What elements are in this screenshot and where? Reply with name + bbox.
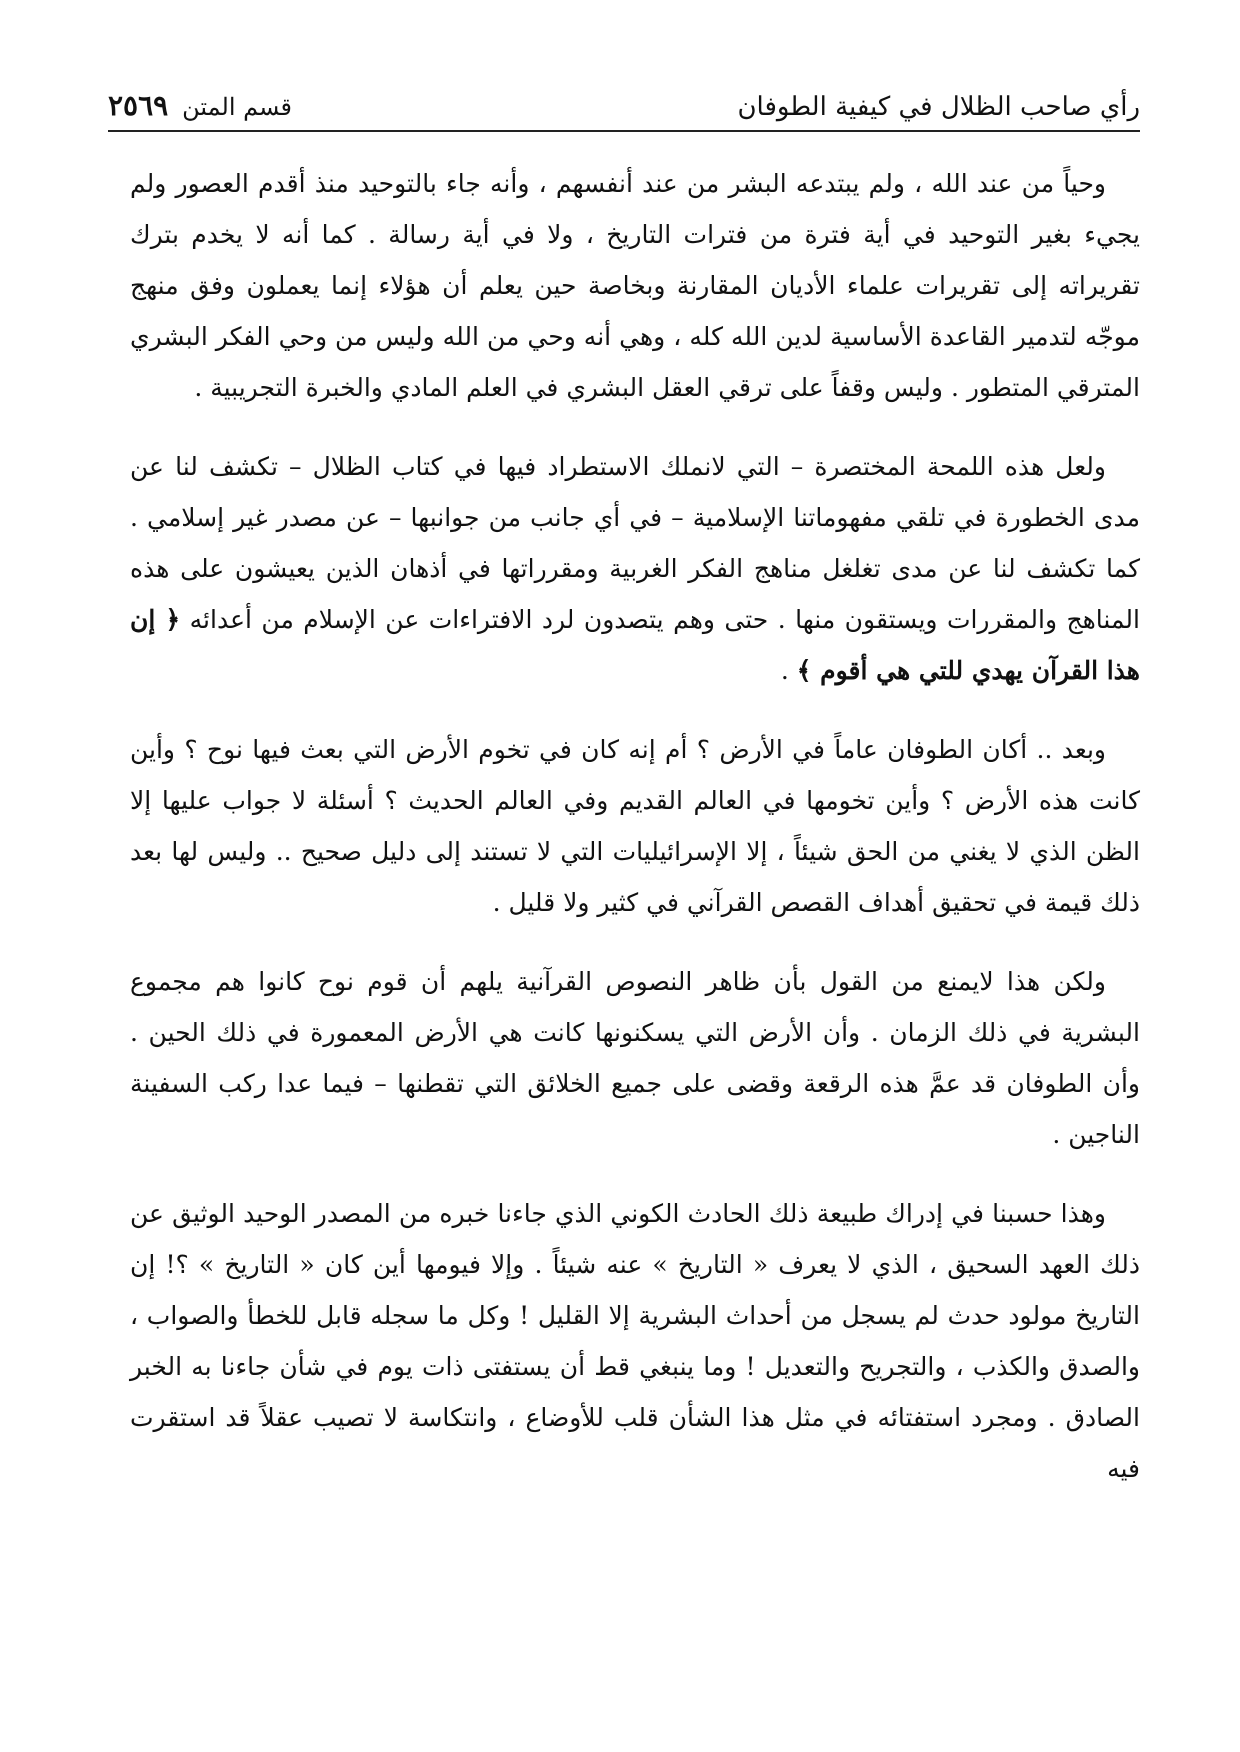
page-number: ٢٥٦٩ [108,89,169,122]
paragraph-3 [130,724,1140,928]
running-title: رأي صاحب الظلال في كيفية الطوفان [737,92,1140,122]
paragraph-text: وهذا حسبنا في إدراك طبيعة ذلك الحادث الكوني الذي جاءنا خبره من المصدر الوحيد الوثيق عن ذلك العهد السحيق ، الذي لا يعرف « التاريخ » عنه شيئاً . وإلا فيومها أين كان « التاريخ » ؟! إن التاريخ مولود حدث لم يسجل من أحداث البشرية إلا القليل ! وكل ما سجله قابل للخطأ والصواب ، والصدق والكذب ، والتجريح والتعديل ! وما ينبغي قط أن يستفتى ذات يوم في شأن جاءنا به الخبر الصادق . ومجرد استفتائه في مثل هذا الشأن قلب للأوضاع ، وانتكاسة لا تصيب عقلاً قد استقرت فيه [130,1199,1140,1483]
paragraph-1 [130,158,1140,413]
paragraph-tail: . [780,656,789,685]
paragraph-4 [130,956,1140,1160]
body-text [130,158,1140,1522]
paragraph-text: ولكن هذا لايمنع من القول بأن ظاهر النصوص القرآنية يلهم أن قوم نوح كانوا هم مجموع البشرية في ذلك الزمان . وأن الأرض التي يسكنونها كانت هي الأرض المعمورة في ذلك الحين . وأن الطوفان قد عمَّ هذه الرقعة وقضى على جميع الخلائق التي تقطنها – فيما عدا ركب السفينة الناجين . [130,967,1140,1149]
page-header [108,80,1140,132]
paragraph-text: ولعل هذه اللمحة المختصرة – التي لانملك الاستطراد فيها في كتاب الظلال – تكشف لنا عن مدى الخطورة في تلقي مفهوماتنا الإسلامية – في أي جانب من جوانبها – عن مصدر غير إسلامي . كما تكشف لنا عن مدى تغلغل مناهج الفكر الغربية ومقرراتها في أذهان الذين يعيشون على هذه المناهج والمقررات ويستقون منها . حتى وهم يتصدون لرد الافتراءات عن الإسلام من أعدائه [130,452,1140,634]
paragraph-text: وبعد .. أكان الطوفان عاماً في الأرض ؟ أم إنه كان في تخوم الأرض التي بعث فيها نوح ؟ وأين كانت هذه الأرض ؟ وأين تخومها في العالم القديم وفي العالم الحديث ؟ أسئلة لا جواب عليها إلا الظن الذي لا يغني من الحق شيئاً ، إلا الإسرائيليات التي لا تستند إلى دليل صحيح .. وليس لها بعد ذلك قيمة في تحقيق أهداف القصص القرآني في كثير ولا قليل . [130,735,1140,917]
paragraph-5 [130,1188,1140,1494]
paragraph-text: وحياً من عند الله ، ولم يبتدعه البشر من عند أنفسهم ، وأنه جاء بالتوحيد منذ أقدم العصور ولم يجيء بغير التوحيد في أية فترة من فترات التاريخ ، ولا في أية رسالة . كما أنه لا يخدم بترك تقريراته إلى تقريرات علماء الأديان المقارنة وبخاصة حين يعلم أن هؤلاء إنما يعملون وفق منهج موجّه لتدمير القاعدة الأساسية لدين الله كله ، وهي أنه وحي من الله وليس من وحي الفكر البشري المترقي المتطور . وليس وقفاً على ترقي العقل البشري في العلم المادي والخبرة التجريبية . [130,169,1140,402]
quran-quote: ﴿ إن هذا القرآن يهدي للتي هي أقوم ﴾ [130,605,1140,685]
paragraph-2 [130,441,1140,696]
folio [108,89,292,122]
section-label: قسم المتن [182,93,293,121]
